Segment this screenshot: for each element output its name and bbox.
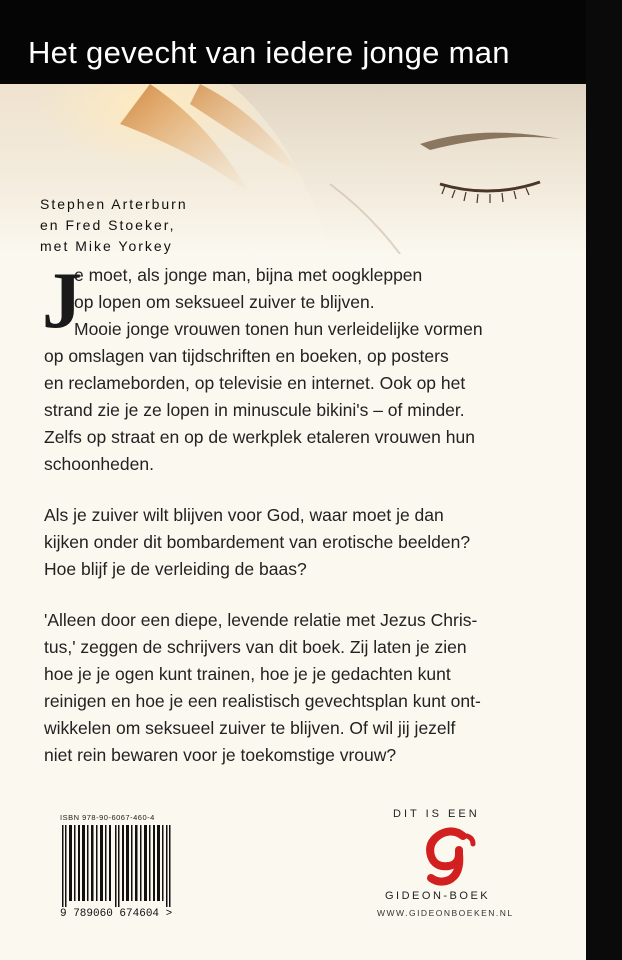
gideon-g-logo-icon	[423, 826, 479, 888]
publisher-url: WWW.GIDEONBOEKEN.NL	[377, 908, 514, 918]
blurb-line: kijken onder dit bombardement van erotische beelden?	[44, 532, 471, 552]
publisher-logo	[377, 808, 525, 928]
blurb-line: en reclameborden, op televisie en internet. Ook op het	[44, 373, 466, 393]
author-line: Stephen Arterburn	[40, 196, 188, 212]
spine-edge	[586, 0, 622, 960]
isbn-label: ISBN 978-90-6067-460-4	[60, 813, 155, 822]
blurb-line: Als je zuiver wilt blijven voor God, waar moet je dan	[44, 505, 444, 525]
blurb-line: op lopen om seksueel zuiver te blijven.	[74, 292, 375, 312]
title-bar	[0, 0, 622, 84]
blurb-line: Zelfs op straat en op de werkplek etaleren vrouwen hun	[44, 427, 475, 447]
blurb-line: tus,' zeggen de schrijvers van dit boek. Zij laten je zien	[44, 637, 467, 657]
barcode-arrow: >	[165, 908, 173, 920]
isbn-barcode	[60, 813, 180, 923]
blurb-line: 'Alleen door een diepe, levende relatie met Jezus Chris-	[44, 610, 478, 630]
drop-cap: J	[42, 257, 82, 345]
author-line: met Mike Yorkey	[40, 238, 173, 254]
blurb-line: e moet, als jonge man, bijna met oogkleppen	[74, 265, 423, 285]
barcode-digits: 9 789060 674604	[60, 908, 160, 920]
blurb-paragraph-2	[44, 502, 564, 583]
barcode-bars	[60, 825, 180, 907]
author-line: en Fred Stoeker,	[40, 217, 176, 233]
blurb-line: strand zie je ze lopen in minuscule bikini's – of minder.	[44, 400, 465, 420]
cover-photo	[0, 84, 586, 254]
blurb-line: reinigen en hoe je een realistisch gevechtsplan kunt ont-	[44, 691, 481, 711]
blurb-line: op omslagen van tijdschriften en boeken, op posters	[44, 346, 449, 366]
blurb-paragraph-3	[44, 607, 564, 769]
blurb-line: Hoe blijf je de verleiding de baas?	[44, 559, 307, 579]
blurb-line: hoe je je ogen kunt trainen, hoe je je gedachten kunt	[44, 664, 451, 684]
publisher-name: GIDEON-BOEK	[385, 890, 491, 902]
blurb-line: niet rein bewaren voor je toekomstige vrouw?	[44, 745, 397, 765]
blurb-line: wikkelen om seksueel zuiver te blijven. Of wil jij jezelf	[44, 718, 456, 738]
blurb-paragraph-1	[42, 257, 564, 478]
isbn-digits	[60, 908, 172, 920]
author-credits	[40, 194, 188, 254]
blurb-line: Mooie jonge vrouwen tonen hun verleidelijke vormen	[74, 319, 483, 339]
book-title: Het gevecht van iedere jonge man	[28, 35, 510, 70]
blurb-line: schoonheden.	[44, 454, 154, 474]
blurb	[42, 257, 564, 793]
publisher-tagline: DIT IS EEN	[393, 808, 480, 820]
